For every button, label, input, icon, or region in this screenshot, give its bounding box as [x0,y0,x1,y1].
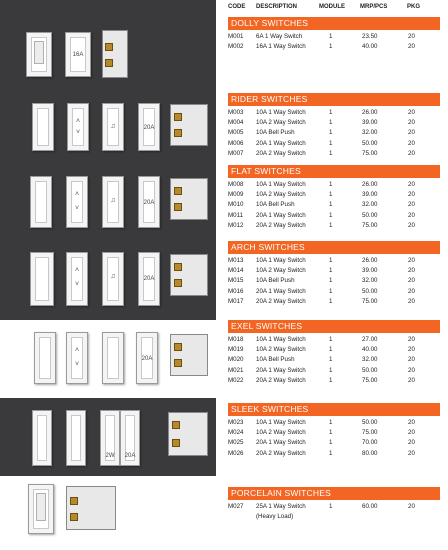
cell-module: 1 [329,287,333,295]
flat-bell-push [102,176,124,228]
cell-desc: 20A 1 Way Switch [256,366,306,374]
cell-mrp: 32.00 [362,356,378,364]
bell-icon: ♫ [110,273,116,280]
sleek-mechanism [168,412,208,456]
exel-switch-2way [66,332,88,384]
cell-mrp: 60.00 [362,503,378,510]
cell-mrp: 75.00 [362,376,378,384]
rider-bell-push [102,103,124,151]
cell-mrp: 26.00 [362,257,378,264]
table-row [228,119,440,129]
cell-desc: 25A 1 Way Switch [256,503,306,510]
arrow-down-icon: ˅ [74,361,80,368]
cell-module: 1 [329,449,333,457]
cell-module: 1 [329,211,333,219]
cell-mrp: 39.00 [362,191,378,199]
cell-desc: 20A 1 Way Switch [256,211,306,219]
bell-icon: ♫ [110,197,116,204]
cell-pkg: 20 [408,109,415,116]
cell-desc: 10A Bell Push [256,277,295,285]
cell-desc: 10A 1 Way Switch [256,419,306,426]
bell-icon: ♫ [110,123,116,130]
cell-mrp: 32.00 [362,129,378,137]
flat-mechanism [170,178,208,220]
cell-module: 1 [329,376,333,384]
cell-code: M015 [228,277,244,285]
sleek-switch-1way [32,410,52,466]
cell-pkg: 20 [408,201,415,209]
arrow-down-icon: ˅ [74,205,80,212]
cell-module: 1 [329,429,333,437]
header-module: MODULE [319,4,345,10]
arch-switch-2way [66,252,88,306]
cell-pkg: 20 [408,129,415,137]
cell-code: M023 [228,419,244,426]
arch-switch-1way [30,252,54,306]
cell-pkg: 20 [408,277,415,285]
cell-mrp: 39.00 [362,119,378,127]
table-row [228,503,440,513]
table-row [228,150,440,160]
cell-mrp: 27.00 [362,336,378,343]
section-title: ARCH SWITCHES [228,241,440,254]
cell-desc: 20A 2 Way Switch [256,297,306,305]
cell-desc: 10A 2 Way Switch [256,119,306,127]
cell-code: M010 [228,201,244,209]
cell-mrp: 70.00 [362,439,378,447]
cell-code: M002 [228,43,244,51]
table-row [228,201,440,211]
cell-mrp: 39.00 [362,267,378,275]
cell-module: 1 [329,201,333,209]
table-row [228,43,440,53]
cell-code: M011 [228,211,244,219]
flat-switch-1way [30,176,52,228]
rider-20a-label: 20A [143,124,155,131]
exel-switch-1way [34,332,56,384]
cell-desc: 20A 2 Way Switch [256,149,306,157]
rider-switch-2way [67,103,89,151]
table-row [228,109,440,119]
cell-desc: 10A Bell Push [256,201,295,209]
cell-desc: 10A 1 Way Switch [256,257,306,264]
cell-pkg: 20 [408,257,415,264]
section-title: DOLLY SWITCHES [228,17,440,30]
cell-pkg: 20 [408,139,415,147]
cell-pkg: 20 [408,181,415,188]
section-title: EXEL SWITCHES [228,320,440,333]
table-row [228,222,440,232]
arrow-up-icon: ˄ [74,267,80,274]
cell-mrp: 75.00 [362,297,378,305]
table-row [228,450,440,460]
cell-code: M018 [228,336,244,343]
cell-module: 1 [329,366,333,374]
cell-code: M017 [228,297,244,305]
cell-module: 1 [329,139,333,147]
section-title: SLEEK SWITCHES [228,403,440,416]
cell-code: M027 [228,503,244,510]
cell-code: M003 [228,109,244,116]
cell-desc: 10A 2 Way Switch [256,429,306,437]
table-row [228,346,440,356]
exel-switch-20a [136,332,158,384]
arch-bell-push [102,252,124,306]
table-row [228,377,440,387]
cell-pkg: 20 [408,503,415,510]
table-row [228,336,440,346]
arrow-up-icon: ˄ [75,118,81,125]
cell-module: 1 [329,149,333,157]
table-row [228,356,440,366]
rider-switch-1way [32,103,54,151]
exel-bell-push [102,332,124,384]
cell-desc: 10A 1 Way Switch [256,181,306,188]
arrow-down-icon: ˅ [75,129,81,136]
rider-switch-20a [138,103,160,151]
cell-desc: 20A 2 Way Switch [256,376,306,384]
dolly-switch-6a [26,32,52,77]
cell-desc: 10A 2 Way Switch [256,191,306,199]
cell-code: M006 [228,139,244,147]
cell-module: 1 [329,43,333,51]
table-row [228,513,440,523]
cell-mrp: 80.00 [362,449,378,457]
cell-module: 1 [329,191,333,199]
cell-pkg: 20 [408,221,415,229]
table-row [228,367,440,377]
cell-code: M019 [228,346,244,354]
sleek-switch-2w [100,410,120,466]
cell-mrp: 32.00 [362,201,378,209]
cell-pkg: 20 [408,33,415,40]
table-row [228,267,440,277]
cell-pkg: 20 [408,346,415,354]
cell-desc: 10A Bell Push [256,356,295,364]
cell-mrp: 75.00 [362,429,378,437]
exel-20a-label: 20A [141,355,153,362]
cell-module: 1 [329,503,333,510]
cell-module: 1 [329,181,333,188]
cell-code: M021 [228,366,244,374]
cell-desc: 20A 2 Way Switch [256,221,306,229]
table-row [228,140,440,150]
cell-desc: 10A 1 Way Switch [256,336,306,343]
cell-code: M009 [228,191,244,199]
cell-pkg: 20 [408,336,415,343]
cell-pkg: 20 [408,429,415,437]
arrow-down-icon: ˅ [74,281,80,288]
cell-code: M024 [228,429,244,437]
cell-module: 1 [329,439,333,447]
cell-code: M012 [228,221,244,229]
cell-module: 1 [329,297,333,305]
table-row [228,212,440,222]
cell-desc: 16A 1 Way Switch [256,43,306,51]
table-row [228,439,440,449]
cell-pkg: 20 [408,287,415,295]
table-row [228,288,440,298]
cell-code: M013 [228,257,244,264]
table-row [228,191,440,201]
cell-module: 1 [329,33,333,40]
arch-switch-20a [138,252,160,306]
cell-module: 1 [329,336,333,343]
cell-pkg: 20 [408,191,415,199]
cell-pkg: 20 [408,119,415,127]
flat-switch-2way [66,176,88,228]
section-title: FLAT SWITCHES [228,165,440,178]
cell-pkg: 20 [408,211,415,219]
cell-mrp: 50.00 [362,287,378,295]
section-title: PORCELAIN SWITCHES [228,487,440,500]
dolly-switch-16a [65,32,91,77]
cell-desc: 20A 1 Way Switch [256,139,306,147]
cell-pkg: 20 [408,439,415,447]
section-title: RIDER SWITCHES [228,93,440,106]
cell-module: 1 [329,257,333,264]
cell-code: M016 [228,287,244,295]
cell-code: M008 [228,181,244,188]
sleek-switch-2way [66,410,86,466]
cell-pkg: 20 [408,419,415,426]
header-code: CODE [228,4,246,10]
cell-module: 1 [329,419,333,426]
cell-module: 1 [329,346,333,354]
cell-mrp: 26.00 [362,181,378,188]
porcelain-mechanism [66,486,116,530]
cell-code: M001 [228,33,244,40]
cell-desc: 20A 1 Way Switch [256,287,306,295]
cell-desc: 20A 2 Way Switch [256,449,306,457]
table-row [228,298,440,308]
cell-module: 1 [329,277,333,285]
table-row [228,277,440,287]
header-pkg: PKG [407,4,421,10]
cell-mrp: 23.50 [362,33,378,40]
arrow-up-icon: ˄ [74,347,80,354]
table-row [228,181,440,191]
cell-desc: 10A 2 Way Switch [256,346,306,354]
cell-pkg: 20 [408,356,415,364]
porcelain-switch [28,484,54,534]
cell-desc: (Heavy Load) [256,513,294,521]
table-row [228,257,440,267]
cell-mrp: 50.00 [362,211,378,219]
header-mrp: MRP/PCS [360,4,388,10]
arch-20a-label: 20A [143,276,155,283]
arch-mechanism [170,254,208,296]
flat-switch-20a [138,176,160,228]
cell-mrp: 32.00 [362,277,378,285]
cell-pkg: 20 [408,376,415,384]
cell-mrp: 50.00 [362,366,378,374]
table-row [228,33,440,43]
cell-pkg: 20 [408,449,415,457]
cell-pkg: 20 [408,149,415,157]
cell-mrp: 40.00 [362,346,378,354]
table-row [228,429,440,439]
cell-code: M007 [228,149,244,157]
cell-code: M005 [228,129,244,137]
cell-mrp: 50.00 [362,419,378,426]
cell-module: 1 [329,119,333,127]
cell-desc: 6A 1 Way Switch [256,33,303,40]
cell-module: 1 [329,109,333,116]
dolly-mechanism [102,30,128,78]
sleek-switch-20a [120,410,140,466]
cell-pkg: 20 [408,43,415,51]
sleek-2w-label: 2W [105,453,115,460]
cell-mrp: 75.00 [362,149,378,157]
cell-code: M020 [228,356,244,364]
cell-mrp: 50.00 [362,139,378,147]
dolly-16a-label: 16A [72,52,84,59]
cell-code: M025 [228,439,244,447]
cell-mrp: 40.00 [362,43,378,51]
cell-code: M026 [228,449,244,457]
arrow-up-icon: ˄ [74,191,80,198]
product-image-column [0,0,216,550]
price-list [220,0,448,550]
cell-code: M022 [228,376,244,384]
exel-mechanism [170,334,208,376]
cell-desc: 10A Bell Push [256,129,295,137]
rider-mechanism [170,104,208,146]
table-row [228,129,440,139]
table-row [228,419,440,429]
cell-code: M014 [228,267,244,275]
cell-desc: 10A 2 Way Switch [256,267,306,275]
flat-20a-label: 20A [143,199,155,206]
cell-pkg: 20 [408,366,415,374]
cell-pkg: 20 [408,297,415,305]
cell-module: 1 [329,356,333,364]
cell-module: 1 [329,267,333,275]
cell-module: 1 [329,221,333,229]
cell-desc: 10A 1 Way Switch [256,109,306,116]
cell-mrp: 75.00 [362,221,378,229]
sleek-20a-label: 20A [124,453,136,460]
cell-mrp: 26.00 [362,109,378,116]
cell-desc: 20A 1 Way Switch [256,439,306,447]
cell-code: M004 [228,119,244,127]
cell-pkg: 20 [408,267,415,275]
cell-module: 1 [329,129,333,137]
header-description: DESCRIPTION [256,4,298,10]
